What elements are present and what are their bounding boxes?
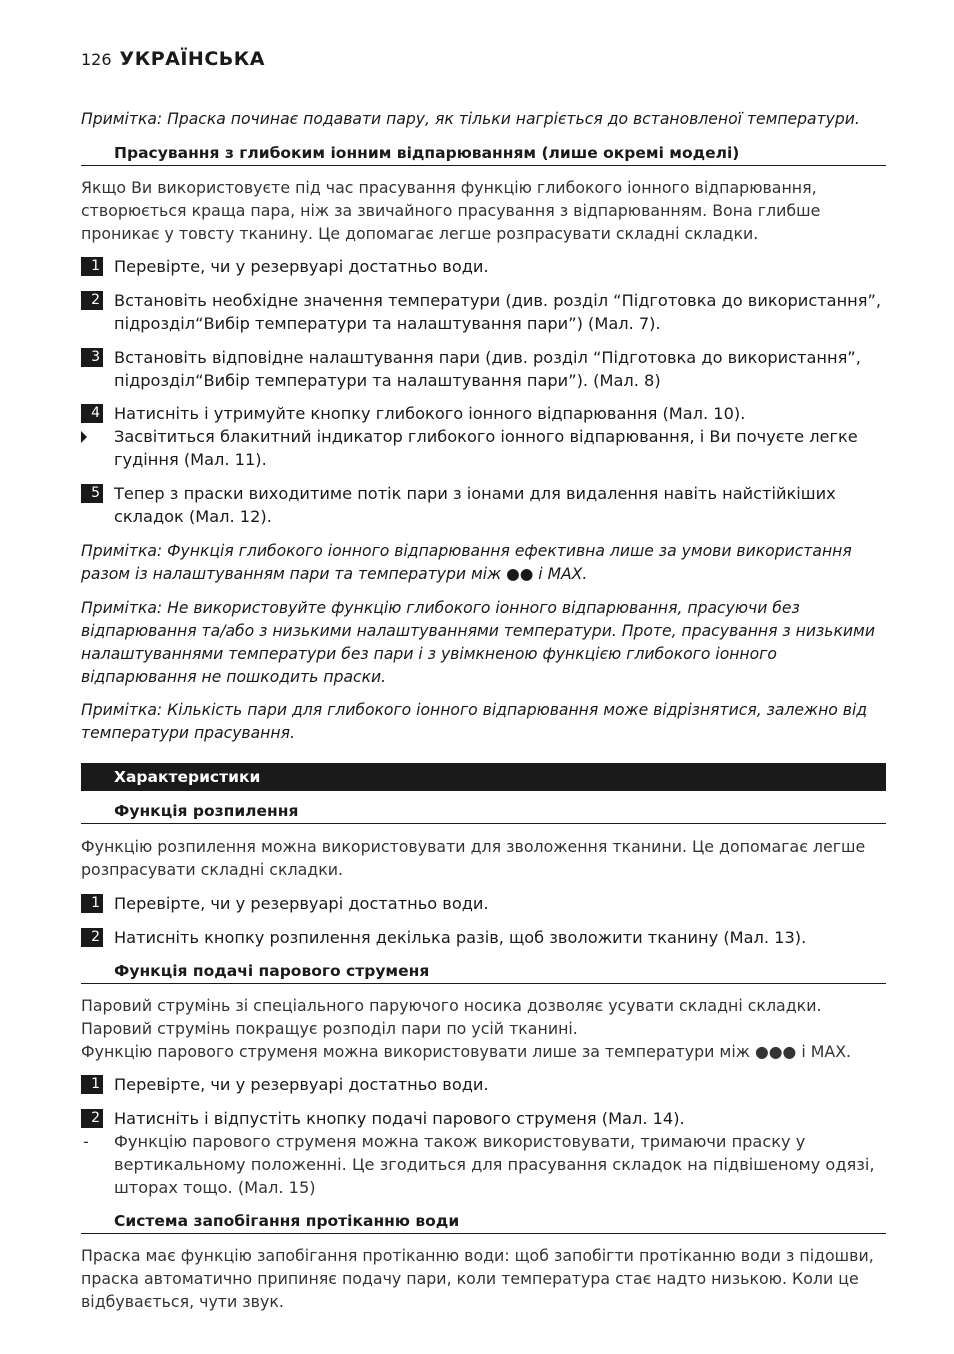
deep-ion-result: [81, 425, 886, 471]
note-steam-start: Примітка: Праска починає подавати пару, як тільки нагріється до встановленої температури.: [81, 110, 860, 128]
heading-shot-of-steam: Функція подачі парового струменя: [81, 960, 886, 984]
step-number: 4: [81, 404, 103, 423]
shot-intro-line-3: Функцію парового струменя можна використовувати лише за температури між ●●● і MAX.: [81, 1042, 852, 1061]
shot-step-2: [81, 1107, 886, 1130]
note-deep-ion-effective: Примітка: Функція глибокого іонного відпарювання ефективна лише за умови використання разом із налаштуванням пари та температури між ●● і MAX.: [81, 542, 852, 583]
heading-deep-ion: Прасування з глибоким іонним відпарюванням (лише окремі моделі): [81, 142, 886, 166]
shot-intro: [81, 994, 886, 1063]
spray-step-2: [81, 926, 886, 949]
step-text: Встановіть необхідне значення температури (див. розділ “Підготовка до використання”, підрозділ“Вибір температури та налаштування пари”) (Мал. 7).: [114, 291, 882, 333]
page-number: 126: [81, 50, 112, 69]
step-number: 3: [81, 348, 103, 367]
heading-drip-stop: Система запобігання протіканню води: [81, 1210, 886, 1234]
shot-intro-line-2: Паровий струмінь покращує розподіл пари по усій тканині.: [81, 1019, 578, 1038]
shot-step-1: [81, 1073, 886, 1096]
deep-ion-step-5: [81, 482, 886, 528]
step-number: 2: [81, 928, 103, 947]
heading-spray: Функція розпилення: [81, 800, 886, 824]
step-number: 1: [81, 1075, 103, 1094]
step-text: Перевірте, чи у резервуарі достатньо води.: [114, 257, 489, 276]
section-features: Характеристики: [81, 763, 886, 791]
deep-ion-intro: Якщо Ви використовуєте під час прасування функцію глибокого іонного відпарювання, створюється краща пара, ніж за звичайного прасування з відпарюванням. Вона глибше проникає у товсту тканину. Це допомагає легше розпрасувати складні складки.: [81, 178, 821, 243]
dash-bullet: -: [83, 1132, 89, 1151]
drip-intro: Праска має функцію запобігання протіканню води: щоб запобігти протіканню води з підошви, праска автоматично припиняє подачу пари, коли температура стає надто низькою. Коли це відбувається, чути звук.: [81, 1246, 874, 1311]
note-deep-ion-amount: Примітка: Кількість пари для глибокого іонного відпарювання може відрізнятися, залежно від температури прасування.: [81, 701, 868, 742]
spray-step-1: [81, 892, 886, 915]
deep-ion-step-4: [81, 402, 886, 425]
tip-text: Функцію парового струменя можна також використовувати, тримаючи праску у вертикальному положенні. Це згодиться для прасування складок на підвішеному одязі, шторах тощо. (Мал. 15): [114, 1132, 875, 1197]
step-text: Натисніть і утримуйте кнопку глибокого іонного відпарювання (Мал. 10).: [114, 404, 746, 423]
shot-intro-line-1: Паровий струмінь зі спеціального паруючого носика дозволяє усувати складні складки.: [81, 996, 822, 1015]
step-number: 1: [81, 257, 103, 276]
step-text: Встановіть відповідне налаштування пари (див. розділ “Підготовка до використання”, підрозділ“Вибір температури та налаштування пари”). (Мал. 8): [114, 348, 861, 390]
result-text: Засвітиться блакитний індикатор глибокого іонного відпарювання, і Ви почуєте легке гудіння (Мал. 11).: [114, 427, 858, 469]
step-text: Перевірте, чи у резервуарі достатньо води.: [114, 894, 489, 913]
step-text: Перевірте, чи у резервуарі достатньо води.: [114, 1075, 489, 1094]
step-number: 2: [81, 291, 103, 310]
step-text: Натисніть кнопку розпилення декілька разів, щоб зволожити тканину (Мал. 13).: [114, 928, 807, 947]
step-text: Тепер з праски виходитиме потік пари з іонами для видалення навіть найстійкіших складок (Мал. 12).: [114, 484, 836, 526]
deep-ion-step-3: [81, 346, 886, 392]
deep-ion-step-2: [81, 289, 886, 335]
deep-ion-step-1: [81, 255, 886, 278]
step-number: 1: [81, 894, 103, 913]
language-title: УКРАЇНСЬКА: [119, 48, 265, 70]
shot-vertical-tip: [81, 1130, 886, 1199]
step-number: 5: [81, 484, 103, 503]
step-text: Натисніть і відпустіть кнопку подачі парового струменя (Мал. 14).: [114, 1109, 685, 1128]
page-header: [81, 48, 265, 70]
step-number: 2: [81, 1109, 103, 1128]
triangle-bullet-icon: [81, 425, 101, 449]
spray-intro: Функцію розпилення можна використовувати для зволоження тканини. Це допомагає легше розпрасувати складні складки.: [81, 837, 866, 879]
note-deep-ion-warning: Примітка: Не використовуйте функцію глибокого іонного відпарювання, прасуючи без відпарювання та/або з низькими налаштуваннями температури. Проте, прасування з низькими налаштуваннями температури без пари і з увімкненою функцією глибокого іонного відпарювання не пошкодить праски.: [81, 599, 875, 686]
